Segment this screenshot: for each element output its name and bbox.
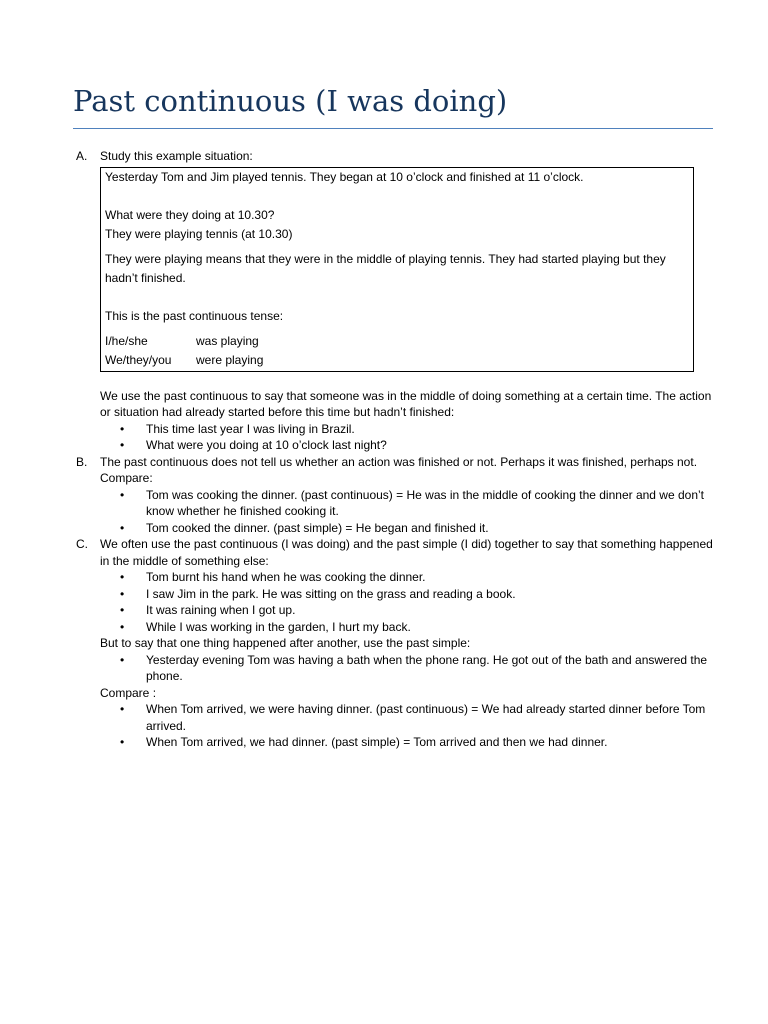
conjugation-row <box>105 332 685 351</box>
example-list <box>100 487 716 537</box>
list-item: • Tom cooked the dinner. (past simple) = He began and finished it. <box>120 520 489 535</box>
list-item: • When Tom arrived, we were having dinner. (past continuous) = We had already started dinner before Tom arrived. <box>120 702 706 733</box>
document-body <box>76 148 716 751</box>
example-list <box>100 701 716 751</box>
list-item: • It was raining when I got up. <box>120 603 296 617</box>
conjugation-subject: We/they/you <box>105 352 172 367</box>
example-box <box>100 167 694 372</box>
bullet-icon: • <box>120 735 125 749</box>
conjugation-row <box>105 351 685 370</box>
list-item: • While I was working in the garden, I hurt my back. <box>120 619 411 634</box>
list-item: • This time last year I was living in Brazil. <box>120 421 355 436</box>
list-item: • What were you doing at 10 o’clock last night? <box>120 438 387 452</box>
list-item: • Tom was cooking the dinner. (past continuous) = He was in the middle of cooking the dinner and we don’t know whether he finished cooking it. <box>120 487 704 518</box>
page-title: Past continuous (I was doing) <box>73 84 508 118</box>
bullet-icon: • <box>120 487 125 502</box>
conjugation-verb: was playing <box>196 333 259 348</box>
list-item: • When Tom arrived, we had dinner. (past simple) = Tom arrived and then we had dinner. <box>120 735 608 749</box>
example-list <box>100 569 716 635</box>
bullet-icon: • <box>120 570 125 584</box>
example-list <box>100 421 716 454</box>
usage-paragraph: We use the past continuous to say that someone was in the middle of doing something at a certain time. The action or situation had already started before this time but hadn’t finished: <box>100 388 712 419</box>
box-question: What were they doing at 10.30? <box>105 207 275 222</box>
bullet-icon: • <box>120 586 125 601</box>
section-c <box>76 536 716 751</box>
list-item: • Yesterday evening Tom was having a bath when the phone rang. He got out of the bath and answered the phone. <box>120 652 708 683</box>
bullet-icon: • <box>120 603 125 617</box>
compare-label: Compare : <box>100 685 157 700</box>
list-item: • Tom burnt his hand when he was cooking the dinner. <box>120 570 426 584</box>
section-letter: A. <box>76 149 88 163</box>
bullet-icon: • <box>120 652 125 667</box>
bullet-icon: • <box>120 438 125 452</box>
bullet-icon: • <box>120 619 125 634</box>
section-b <box>76 454 716 537</box>
section-text: We often use the past continuous (I was doing) and the past simple (I did) together to say that something happened in the middle of something else: <box>100 537 713 568</box>
sequence-text: But to say that one thing happened after another, use the past simple: <box>100 636 471 650</box>
bullet-icon: • <box>120 520 125 535</box>
box-answer: They were playing tennis (at 10.30) <box>105 226 293 241</box>
section-letter: B. <box>76 454 88 469</box>
conjugation-subject: I/he/she <box>105 333 148 348</box>
box-situation: Yesterday Tom and Jim played tennis. They began at 10 o’clock and finished at 11 o’clock. <box>105 169 584 184</box>
conjugation-verb: were playing <box>196 352 264 367</box>
section-a <box>76 148 716 454</box>
section-heading: Study this example situation: <box>100 149 253 163</box>
box-explanation: They were playing means that they were in the middle of playing tennis. They had started playing but they hadn’t finished. <box>105 251 666 285</box>
box-tense-label: This is the past continuous tense: <box>105 308 284 323</box>
example-list <box>100 652 716 685</box>
title-underline <box>73 128 713 129</box>
bullet-icon: • <box>120 702 125 716</box>
bullet-icon: • <box>120 421 125 436</box>
section-text: The past continuous does not tell us whether an action was finished or not. Perhaps it was finished, perhaps not. Compare: <box>100 454 698 485</box>
section-letter: C. <box>76 537 88 551</box>
list-item: • I saw Jim in the park. He was sitting on the grass and reading a book. <box>120 586 516 601</box>
